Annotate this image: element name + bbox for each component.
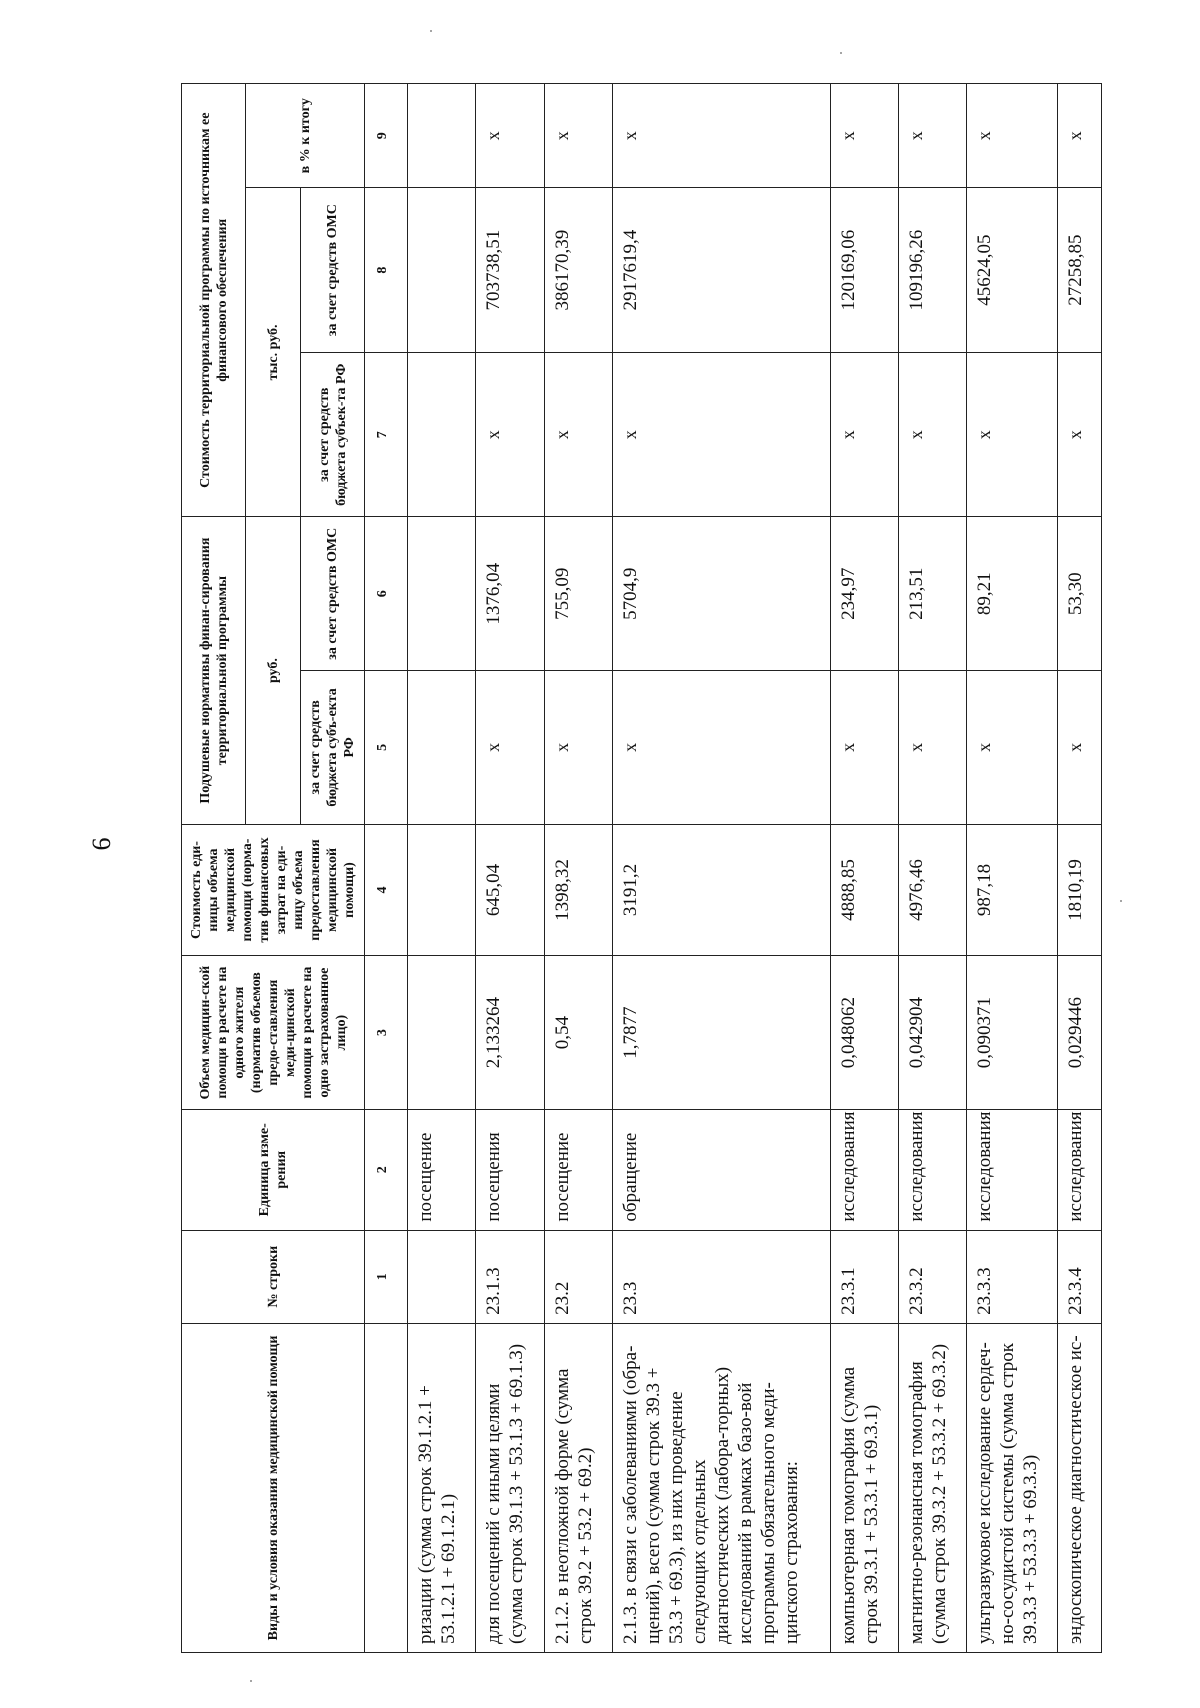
row-norm-oms: 755,09 — [544, 517, 612, 671]
table-row — [544, 84, 612, 1653]
header-cost-budget: за счет средств бюджета субъек-та РФ — [301, 352, 365, 517]
row-unit: исследования — [898, 1109, 966, 1230]
row-unit: посещения — [476, 1109, 544, 1230]
header-norm-oms: за счет средств ОМС — [301, 517, 365, 671]
rotated-table-wrapper — [181, 83, 1086, 1653]
header-types: Виды и условия оказания медицинской помощи — [182, 1323, 365, 1652]
column-number — [365, 1323, 408, 1652]
row-cost-oms: 2917619,4 — [613, 188, 830, 353]
row-volume: 2,133264 — [476, 956, 544, 1110]
column-number: 1 — [365, 1230, 408, 1323]
row-cost-budget: х — [476, 352, 544, 517]
row-volume — [408, 956, 476, 1110]
row-name: эндоскопическое диагностическое ис- — [1057, 1323, 1101, 1652]
row-line: 23.3.1 — [830, 1230, 898, 1323]
row-name: компьютерная томография (сумма строк 39.3.1 + 53.3.1 + 69.3.1) — [830, 1323, 898, 1652]
row-line: 23.1.3 — [476, 1230, 544, 1323]
row-percent — [408, 84, 476, 188]
row-unit: посещение — [408, 1109, 476, 1230]
row-percent: х — [967, 84, 1057, 188]
row-percent: х — [898, 84, 966, 188]
column-number: 6 — [365, 517, 408, 671]
row-line: 23.3.2 — [898, 1230, 966, 1323]
row-norm-oms: 53,30 — [1057, 517, 1101, 671]
row-norm-budget: х — [967, 671, 1057, 825]
row-norm-oms: 213,51 — [898, 517, 966, 671]
row-unit-cost: 1810,19 — [1057, 824, 1101, 956]
row-cost-budget: х — [967, 352, 1057, 517]
row-unit-cost: 1398,32 — [544, 824, 612, 956]
column-number: 5 — [365, 671, 408, 825]
scan-speck — [430, 30, 432, 32]
row-unit-cost — [408, 824, 476, 956]
row-name: 2.1.2. в неотложной форме (сумма строк 39.2 + 53.2 + 69.2) — [544, 1323, 612, 1652]
row-line: 23.3.3 — [967, 1230, 1057, 1323]
column-number: 3 — [365, 956, 408, 1110]
scan-speck — [250, 1680, 252, 1682]
row-name: ультразвуковое исследование сердеч-но-сосудистой системы (сумма строк 39.3.3 + 53.3.3 + 69.3.3) — [967, 1323, 1057, 1652]
row-unit-cost: 987,18 — [967, 824, 1057, 956]
row-cost-oms: 109196,26 — [898, 188, 966, 353]
row-norm-budget: х — [830, 671, 898, 825]
header-volume: Объем медицин-ской помощи в расчете на одного жителя (норматив объемов предо-ставления меди-цинской помощи в расчете на одно застрахованное лицо) — [182, 956, 365, 1110]
page-number: 6 — [87, 837, 116, 851]
row-percent: х — [544, 84, 612, 188]
header-percent-total: в % к итогу — [246, 84, 365, 188]
row-cost-oms: 120169,06 — [830, 188, 898, 353]
row-cost-oms: 45624,05 — [967, 188, 1057, 353]
column-number: 2 — [365, 1109, 408, 1230]
financing-table — [181, 83, 1102, 1653]
row-volume: 0,54 — [544, 956, 612, 1110]
row-unit: посещение — [544, 1109, 612, 1230]
row-unit-cost: 3191,2 — [613, 824, 830, 956]
row-cost-budget: х — [898, 352, 966, 517]
table-row — [613, 84, 830, 1653]
row-unit-cost: 4888,85 — [830, 824, 898, 956]
column-number: 8 — [365, 188, 408, 353]
row-norm-oms: 234,97 — [830, 517, 898, 671]
row-volume: 0,029446 — [1057, 956, 1101, 1110]
row-percent: х — [830, 84, 898, 188]
header-line-number: № строки — [182, 1230, 365, 1323]
row-unit: исследования — [1057, 1109, 1101, 1230]
row-cost-oms: 703738,51 — [476, 188, 544, 353]
scan-speck — [840, 52, 842, 54]
row-volume: 1,7877 — [613, 956, 830, 1110]
table-row — [898, 84, 966, 1653]
row-cost-budget: х — [830, 352, 898, 517]
row-unit-cost: 645,04 — [476, 824, 544, 956]
row-norm-oms — [408, 517, 476, 671]
row-norm-budget: х — [544, 671, 612, 825]
table-row — [830, 84, 898, 1653]
header-unit: Единица изме-рения — [182, 1109, 365, 1230]
row-unit: обращение — [613, 1109, 830, 1230]
row-name: для посещений с иными целями (сумма строк 39.1.3 + 53.1.3 + 69.1.3) — [476, 1323, 544, 1652]
table-row — [967, 84, 1057, 1653]
header-norm-budget: за счет средств бюджета субъ-екта РФ — [301, 671, 365, 825]
row-unit: исследования — [967, 1109, 1057, 1230]
row-cost-oms: 386170,39 — [544, 188, 612, 353]
row-name: 2.1.3. в связи с заболеваниями (обра-щений), всего (сумма строк 39.3 + 53.3 + 69.3), из них проведение следующих отдельных диагностических (лабора-торных) исследований в рамках базо-вой программы обязательного меди-цинского страхования: — [613, 1323, 830, 1652]
header-unit-thousand-rub: тыс. руб. — [246, 188, 301, 517]
row-norm-oms: 5704,9 — [613, 517, 830, 671]
row-percent: х — [613, 84, 830, 188]
row-norm-oms: 1376,04 — [476, 517, 544, 671]
table-row — [1057, 84, 1101, 1653]
row-line — [408, 1230, 476, 1323]
row-name: магнитно-резонансная томография (сумма строк 39.3.2 + 53.3.2 + 69.3.2) — [898, 1323, 966, 1652]
row-norm-budget: х — [898, 671, 966, 825]
column-number: 9 — [365, 84, 408, 188]
header-cost-oms: за счет средств ОМС — [301, 188, 365, 353]
table-row — [476, 84, 544, 1653]
header-unit-cost: Стоимость еди-ницы объема медицинской помощи (норма-тив финансовых затрат на еди-ницу объема предоставления медицинской помощи) — [182, 824, 365, 956]
row-cost-oms: 27258,85 — [1057, 188, 1101, 353]
row-cost-budget: х — [1057, 352, 1101, 517]
row-norm-budget: х — [1057, 671, 1101, 825]
column-number: 7 — [365, 352, 408, 517]
header-per-capita-norms: Подушевые нормативы финан-сирования территориальной программы — [182, 517, 246, 824]
row-unit: исследования — [830, 1109, 898, 1230]
row-volume: 0,042904 — [898, 956, 966, 1110]
row-norm-budget — [408, 671, 476, 825]
column-number: 4 — [365, 824, 408, 956]
row-norm-budget: х — [476, 671, 544, 825]
row-cost-budget: х — [544, 352, 612, 517]
header-unit-rub: руб. — [246, 517, 301, 824]
row-line: 23.3.4 — [1057, 1230, 1101, 1323]
row-line: 23.3 — [613, 1230, 830, 1323]
row-volume: 0,048062 — [830, 956, 898, 1110]
row-line: 23.2 — [544, 1230, 612, 1323]
row-norm-oms: 89,21 — [967, 517, 1057, 671]
row-cost-budget — [408, 352, 476, 517]
row-unit-cost: 4976,46 — [898, 824, 966, 956]
row-cost-budget: х — [613, 352, 830, 517]
table-row — [408, 84, 476, 1653]
row-norm-budget: х — [613, 671, 830, 825]
row-percent: х — [1057, 84, 1101, 188]
header-program-cost: Стоимость территориальной программы по источникам ее финансового обеспечения — [182, 84, 246, 517]
row-name: ризации (сумма строк 39.1.2.1 + 53.1.2.1 + 69.1.2.1) — [408, 1323, 476, 1652]
row-cost-oms — [408, 188, 476, 353]
scan-speck — [1120, 900, 1122, 902]
row-percent: х — [476, 84, 544, 188]
row-volume: 0,090371 — [967, 956, 1057, 1110]
